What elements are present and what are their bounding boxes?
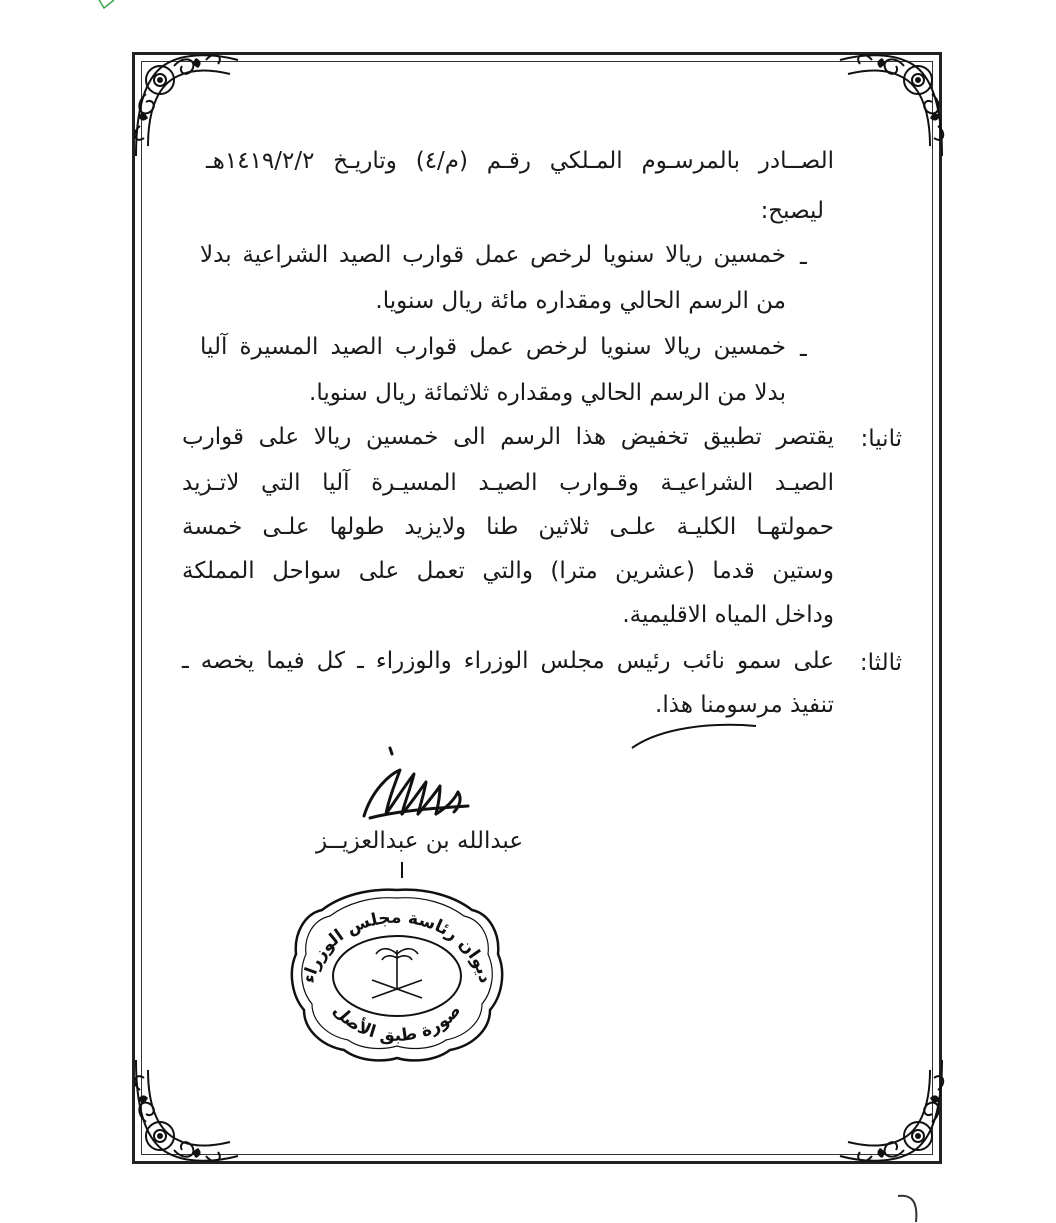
clause-third-label: ثالثا: [859,650,902,676]
palm-swords-emblem-icon [372,949,422,998]
clause-second-line-3: حمولتهـا الكليـة علـى ثلاثين طنا ولايزيد طولها علـى خمسة [182,514,834,540]
signatory-name: عبدالله بن عبدالعزيــز [316,828,524,854]
lead-in: ليصبح: [760,198,824,224]
corner-ornament-bottom-left [126,1050,246,1170]
clause-third-line-1: على سمو نائب رئيس مجلس الوزراء والوزراء ـ كل فيما يخصه ـ [182,648,834,674]
clause-second-line-5: وداخل المياه الاقليمية. [622,602,834,628]
clause-second-line-4: وستين قدما (عشرين مترا) والتي تعمل على سواحل المملكة [182,558,834,584]
page-edge-curl [894,1192,924,1223]
svg-text:صورة طبق الأصل [329,1001,465,1046]
bullet-2-line-1: خمسين ريالا سنويا لرخص عمل قوارب الصيد المسيرة آليا [200,334,786,360]
seal-top-text: ديوان رئاسة مجلس الوزراء [298,907,496,986]
clause-second-line-1: يقتصر تطبيق تخفيض هذا الرسم الى خمسين ريالا على قوارب [182,424,834,450]
bullet-marker: ـ [800,244,807,270]
ink-mark [396,860,408,882]
clause-second-label: ثانيا: [860,426,902,452]
seal-bottom-text: صورة طبق الأصل [328,1000,466,1046]
bullet-2-line-2: بدلا من الرسم الحالي ومقداره ثلاثمائة ريال سنويا. [309,380,786,406]
clause-second-line-2: الصيـد الشراعيـة وقـوارب الصيـد المسيـرة آليا التي لاتـزيد [182,470,834,496]
bullet-1-line-2: من الرسم الحالي ومقداره مائة ريال سنويا. [375,288,786,314]
clause-third-line-2: تنفيذ مرسومنا هذا. [655,692,834,718]
green-corner-mark-icon [96,0,116,12]
corner-ornament-bottom-right [832,1050,952,1170]
bullet-1-line-1: خمسين ريالا سنويا لرخص عمل قوارب الصيد الشراعية بدلا [200,242,786,268]
corner-ornament-top-right [832,46,952,166]
handwritten-signature [350,740,480,830]
signature-flourish [630,718,760,758]
decree-preamble: الصــادر بالمرسـوم المـلكي رقـم (م/٤) وتاريـخ ١٤١٩/٢/٢هـ [206,148,834,174]
bullet-marker: ـ [800,336,807,362]
cabinet-seal-stamp [286,884,508,1064]
